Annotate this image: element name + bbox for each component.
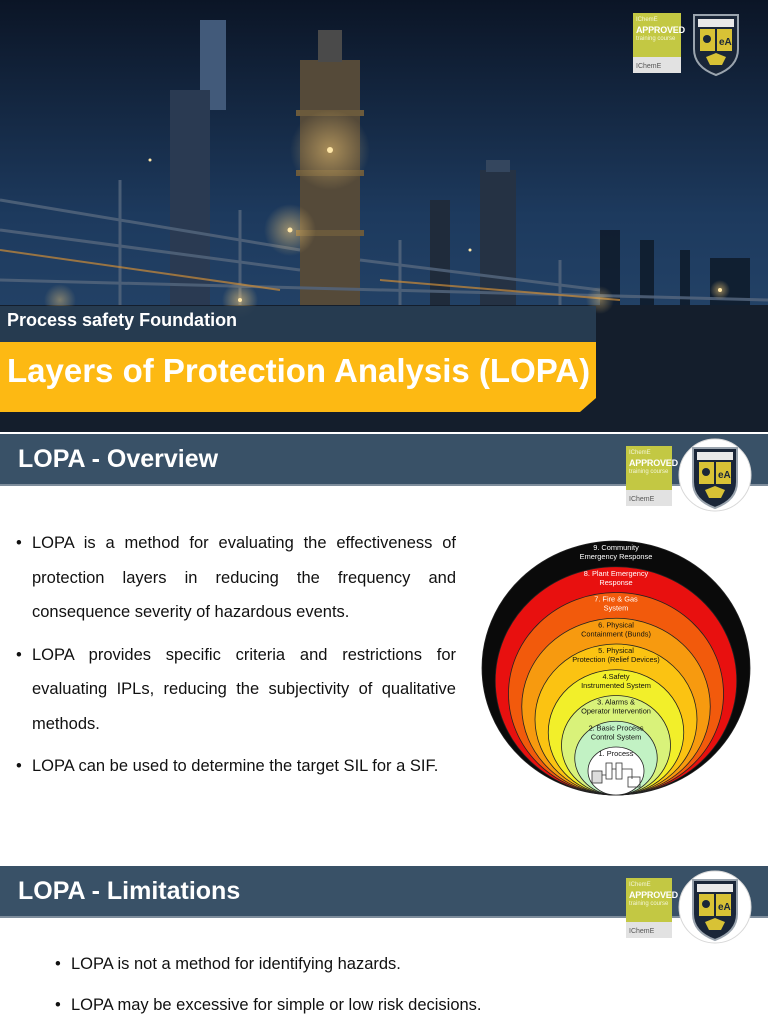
layer-label-3: 3. Alarms & Operator Intervention xyxy=(581,697,651,716)
list-item: • LOPA can be used to determine the target SIL for a SIF. xyxy=(16,749,456,784)
icheme-approved-badge: IChemE APPROVED training course IChemE xyxy=(626,446,672,506)
layer-label-5: 5. Physical Protection (Relief Devices) xyxy=(572,646,660,664)
layer-label-2: 2. Basic Process Control System xyxy=(588,723,644,742)
course-subtitle: Process safety Foundation xyxy=(7,310,238,330)
protection-layers-diagram xyxy=(480,539,752,801)
layer-label-9: 9. Community Emergency Response xyxy=(579,543,653,561)
process-safety-emblem-icon xyxy=(678,436,752,518)
limitations-heading: LOPA - Limitations xyxy=(18,877,241,905)
layer-label-1: 1. Process xyxy=(598,749,634,758)
overview-heading: LOPA - Overview xyxy=(18,445,219,473)
list-item: • LOPA may be excessive for simple or low risk decisions. xyxy=(55,995,575,1015)
badge-line2: APPROVED xyxy=(636,25,685,35)
title-slide xyxy=(0,0,768,432)
list-item: • LOPA is a method for evaluating the effectiveness of protection layers in reducing the frequency and consequence severity of hazardous events. xyxy=(16,526,456,630)
layer-label-6: 6. Physical Containment (Bunds) xyxy=(581,620,651,639)
overview-bullet-list xyxy=(16,526,456,784)
badge-footer: IChemE xyxy=(636,63,662,70)
limitations-slide xyxy=(0,866,768,1024)
overview-slide xyxy=(0,434,768,858)
course-title: Layers of Protection Analysis (LOPA) xyxy=(7,352,591,389)
list-item: • LOPA provides specific criteria and restrictions for evaluating IPLs, reducing the subjectivity of qualitative methods. xyxy=(16,638,456,742)
layer-label-8: 8. Plant Emergency Response xyxy=(583,568,649,587)
layer-label-4: 4.Safety Instrumented System xyxy=(581,671,651,690)
badge-line3: training course xyxy=(636,36,676,42)
svg-text:eA: eA xyxy=(718,902,731,913)
icheme-approved-badge xyxy=(633,13,685,73)
badge-line1: IChemE xyxy=(636,17,658,23)
list-item: • LOPA is not a method for identifying hazards. xyxy=(55,954,575,974)
svg-text:eA: eA xyxy=(719,37,732,48)
icheme-approved-badge: IChemE APPROVED training course IChemE xyxy=(626,878,672,938)
process-safety-emblem-icon xyxy=(678,868,752,950)
svg-text:eA: eA xyxy=(718,470,731,481)
process-safety-shield-icon xyxy=(692,13,740,77)
layer-label-7: 7. Fire & Gas System xyxy=(594,594,638,613)
limitations-bullet-list xyxy=(55,954,575,1015)
